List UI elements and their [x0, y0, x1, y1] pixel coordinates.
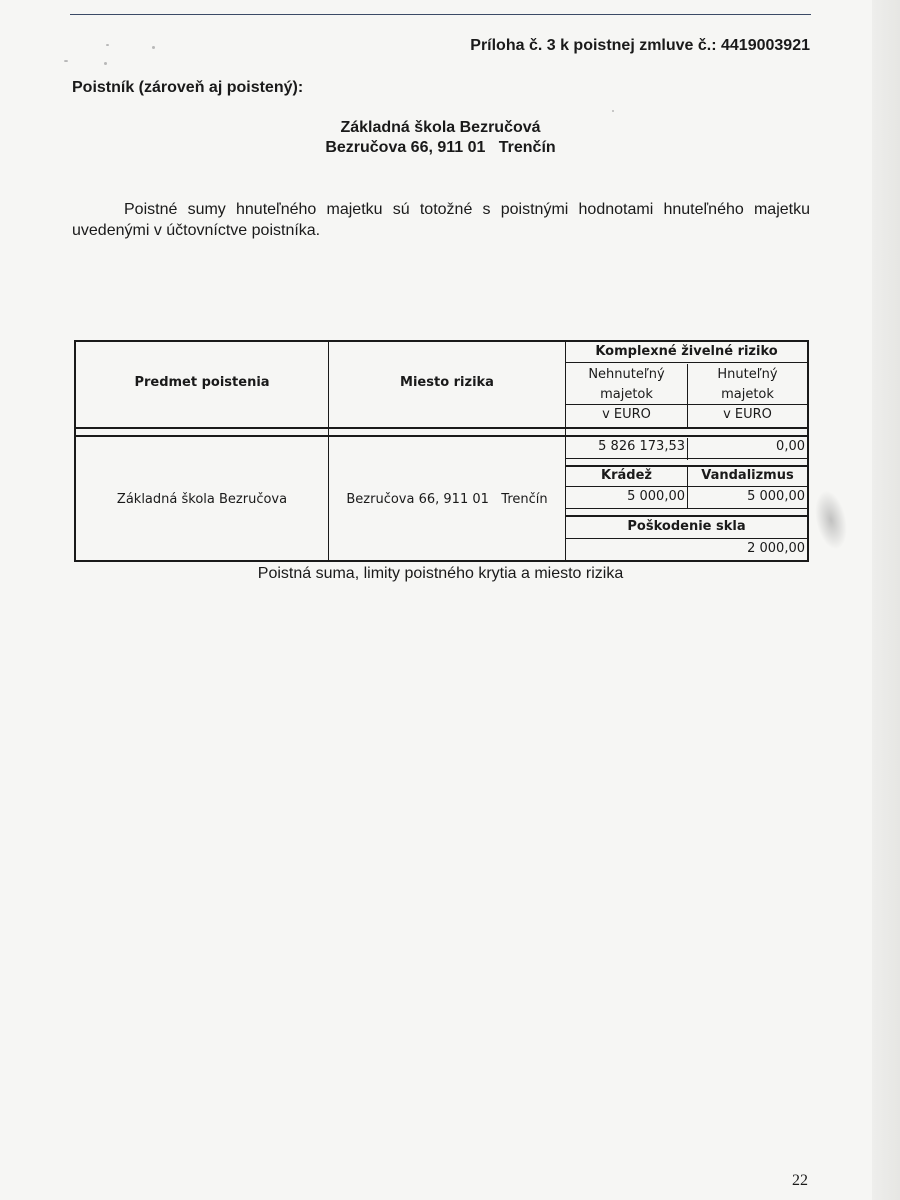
table-divider — [565, 486, 807, 487]
movable-value: 0,00 — [776, 439, 805, 454]
table-divider — [565, 458, 807, 459]
insurer-address: Bezručova 66, 911 01 Trenčín — [325, 139, 556, 156]
vandalism-value: 5 000,00 — [747, 489, 805, 504]
immovable-line1: Nehnuteľný — [588, 367, 665, 382]
scan-speck — [64, 60, 68, 62]
col-header-movable — [688, 365, 807, 425]
glass-label: Poškodenie skla — [627, 519, 746, 534]
movable-line3: v EURO — [723, 407, 772, 422]
vandalism-label: Vandalizmus — [701, 468, 794, 483]
table-divider — [565, 465, 807, 467]
scan-speck — [104, 62, 107, 65]
theft-value: 5 000,00 — [627, 489, 685, 504]
movable-line1: Hnuteľný — [717, 367, 778, 382]
table-divider — [565, 515, 807, 517]
intro-paragraph: Poistné sumy hnuteľného majetku sú totožné s poistnými hodnotami hnuteľného majetku uvedenými v účtovníctve poistníka. — [72, 201, 810, 239]
immovable-value: 5 826 173,53 — [598, 439, 685, 454]
glass-value: 2 000,00 — [747, 541, 805, 556]
table-divider — [565, 362, 807, 363]
scan-smudge — [810, 488, 852, 553]
table-divider — [565, 538, 807, 539]
immovable-line3: v EURO — [602, 407, 651, 422]
col-header-natural-risk: Komplexné živelné riziko — [595, 344, 778, 359]
scan-speck — [106, 44, 109, 46]
insurer-label: Poistník (zároveň aj poistený): — [72, 79, 304, 96]
page-number: 22 — [792, 1172, 808, 1189]
table-divider — [565, 508, 807, 509]
row-subject: Základná škola Bezručova — [116, 492, 288, 507]
row-location: Bezručova 66, 911 01 Trenčín — [346, 492, 548, 507]
table-divider — [76, 435, 807, 437]
annex-title: Príloha č. 3 k poistnej zmluve č.: 4419003921 — [470, 37, 810, 54]
movable-line2: majetok — [721, 387, 774, 402]
table-divider — [76, 427, 807, 429]
insurer-name: Základná škola Bezručová — [340, 119, 541, 136]
scan-edge — [872, 0, 900, 1200]
immovable-line2: majetok — [600, 387, 653, 402]
scan-speck — [612, 110, 614, 112]
coverage-table — [74, 340, 809, 562]
col-header-subject: Predmet poistenia — [134, 375, 270, 390]
col-header-immovable — [566, 365, 687, 425]
scan-speck — [152, 46, 155, 49]
theft-label: Krádež — [601, 468, 652, 483]
header-rule — [70, 14, 811, 15]
table-caption: Poistná suma, limity poistného krytia a miesto rizika — [257, 565, 624, 582]
col-header-location: Miesto rizika — [400, 375, 494, 390]
